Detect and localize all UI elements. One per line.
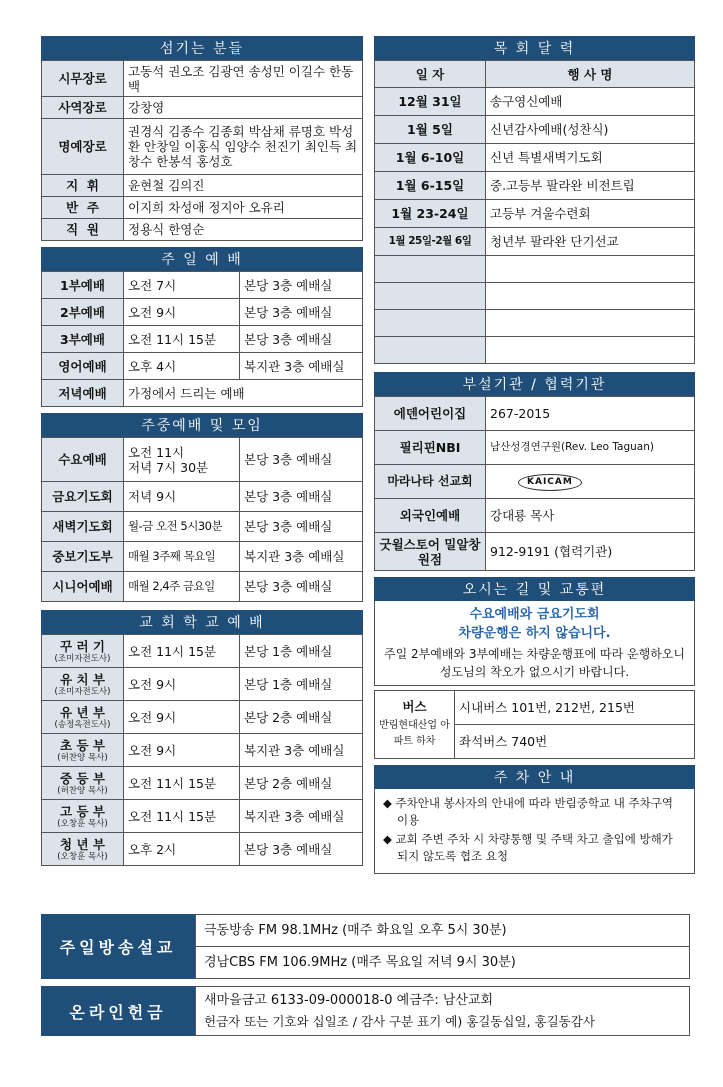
school-header: 교 회 학 교 예 배 xyxy=(41,610,363,634)
servers-value: 권경식 김종수 김종회 박삼채 류명호 박성환 안창일 이홍식 임양수 천진기 최인득 최창수 한봉석 홍성호 xyxy=(124,119,363,175)
left-column xyxy=(41,36,363,866)
servers-table xyxy=(41,60,363,241)
broadcast-values xyxy=(195,914,690,979)
worship-time: 오후 4시 xyxy=(124,353,240,380)
school-time: 오전 9시 xyxy=(124,734,240,767)
calendar-event: 고등부 겨울수련회 xyxy=(486,200,695,228)
school-label xyxy=(42,668,124,701)
parking-text: 교회 주변 주차 시 차량통행 및 주택 차고 출입에 방해가 되지 않도록 협조 요청 xyxy=(395,832,673,863)
parking-text: 주차안내 봉사자의 안내에 따라 반림중학교 내 주차구역 이용 xyxy=(395,796,673,827)
calendar-event xyxy=(486,337,695,364)
calendar-event xyxy=(486,283,695,310)
worship-label: 저녁예배 xyxy=(42,380,124,407)
school-place: 본당 1층 예배실 xyxy=(240,635,363,668)
school-dept: 초 등 부 xyxy=(60,737,105,753)
calendar-table xyxy=(374,60,695,364)
school-label xyxy=(42,767,124,800)
affiliate-label: 에덴어린이집 xyxy=(375,397,486,431)
offering-bar xyxy=(41,986,690,1036)
servers-header: 섬기는 분들 xyxy=(41,36,363,60)
school-dept: 유 치 부 xyxy=(60,671,105,687)
affiliate-value: 강대룡 목사 xyxy=(486,499,695,533)
weekday-label: 중보기도부 xyxy=(42,542,124,572)
affiliates-header: 부설기관 / 협력기관 xyxy=(374,372,695,396)
bus-label: 버스 xyxy=(402,699,427,714)
weekday-label: 새벽기도회 xyxy=(42,512,124,542)
calendar-date: 12월 31일 xyxy=(375,88,486,116)
calendar-event: 중.고등부 팔라완 비전트립 xyxy=(486,172,695,200)
worship-place: 복지관 3층 예배실 xyxy=(240,353,363,380)
calendar-date xyxy=(375,337,486,364)
worship-time: 가정에서 드리는 예배 xyxy=(124,380,363,407)
calendar-event: 청년부 팔라완 단기선교 xyxy=(486,228,695,256)
offering-label: 온라인헌금 xyxy=(41,986,195,1036)
affiliates-table xyxy=(374,396,695,571)
bus-label-cell xyxy=(375,691,455,759)
servers-value: 고동석 권오조 김광연 송성민 이길수 한동백 xyxy=(124,61,363,97)
calendar-event xyxy=(486,256,695,283)
calendar-event: 송구영신예배 xyxy=(486,88,695,116)
directions-header: 오시는 길 및 교통편 xyxy=(374,577,695,601)
offering-values xyxy=(195,986,690,1036)
broadcast-bar xyxy=(41,914,690,979)
school-time: 오전 11시 15분 xyxy=(124,767,240,800)
directions-notice xyxy=(374,601,695,686)
bus-line: 시내버스 101번, 212번, 215번 xyxy=(455,691,695,725)
weekday-place: 복지관 3층 예배실 xyxy=(240,542,363,572)
weekday-label: 금요기도회 xyxy=(42,482,124,512)
school-label xyxy=(42,734,124,767)
school-dept: 꾸 러 기 xyxy=(60,638,105,654)
worship-time: 오전 7시 xyxy=(124,272,240,299)
weekday-table xyxy=(41,437,363,602)
right-column xyxy=(374,36,695,874)
servers-label: 직 원 xyxy=(42,219,124,241)
calendar-date: 1월 5일 xyxy=(375,116,486,144)
worship-time: 오전 9시 xyxy=(124,299,240,326)
worship-place: 본당 3층 예배실 xyxy=(240,326,363,353)
worship-place: 본당 3층 예배실 xyxy=(240,299,363,326)
calendar-col-event: 행 사 명 xyxy=(486,61,695,88)
calendar-date: 1월 25일-2월 6일 xyxy=(375,228,486,256)
parking-item xyxy=(383,831,686,865)
affiliate-value xyxy=(486,465,695,499)
bus-line: 좌석버스 740번 xyxy=(455,725,695,759)
affiliate-value: 912-9191 (협력기관) xyxy=(486,533,695,571)
school-time: 오전 9시 xyxy=(124,668,240,701)
servers-value: 이지희 차성애 정지아 오유리 xyxy=(124,197,363,219)
calendar-date: 1월 23-24일 xyxy=(375,200,486,228)
calendar-col-date: 일 자 xyxy=(375,61,486,88)
calendar-event xyxy=(486,310,695,337)
school-label xyxy=(42,800,124,833)
school-label xyxy=(42,833,124,866)
diamond-icon: ◆ xyxy=(383,796,396,810)
calendar-date: 1월 6-10일 xyxy=(375,144,486,172)
school-table xyxy=(41,634,363,866)
broadcast-line: 경남CBS FM 106.9MHz (매주 목요일 저녁 9시 30분) xyxy=(204,955,516,970)
affiliate-label: 마라나타 선교회 xyxy=(375,465,486,499)
school-place: 본당 2층 예배실 xyxy=(240,701,363,734)
school-leader: (허찬양 목사) xyxy=(57,752,108,763)
school-leader: (조미자전도사) xyxy=(54,653,111,664)
servers-value: 강창영 xyxy=(124,97,363,119)
parking-list xyxy=(374,789,695,874)
school-place: 복지관 3층 예배실 xyxy=(240,800,363,833)
broadcast-line: 극동방송 FM 98.1MHz (매주 화요일 오후 5시 30분) xyxy=(196,915,689,947)
offering-line: 헌금자 또는 기호와 십일조 / 감사 구분 표기 예) 홍길동십일, 홍길동감사 xyxy=(204,1014,595,1029)
weekday-place: 본당 3층 예배실 xyxy=(240,438,363,482)
school-leader: (송정옥전도사) xyxy=(54,719,111,730)
school-label xyxy=(42,635,124,668)
worship-place: 본당 3층 예배실 xyxy=(240,272,363,299)
school-place: 본당 1층 예배실 xyxy=(240,668,363,701)
weekday-time: 매월 3주째 목요일 xyxy=(124,542,240,572)
weekday-place: 본당 3층 예배실 xyxy=(240,512,363,542)
weekday-header: 주중예배 및 모임 xyxy=(41,413,363,437)
school-dept: 고 등 부 xyxy=(60,803,105,819)
servers-label: 지 휘 xyxy=(42,175,124,197)
school-leader: (오창훈 목사) xyxy=(57,818,108,829)
school-place: 본당 3층 예배실 xyxy=(240,833,363,866)
servers-label: 반 주 xyxy=(42,197,124,219)
school-leader: (오창훈 목사) xyxy=(57,851,108,862)
school-leader: (허찬양 목사) xyxy=(57,785,108,796)
school-place: 복지관 3층 예배실 xyxy=(240,734,363,767)
weekday-time xyxy=(124,438,240,482)
weekday-label: 시니어예배 xyxy=(42,572,124,602)
weekday-label: 수요예배 xyxy=(42,438,124,482)
servers-value: 정용식 한영순 xyxy=(124,219,363,241)
school-leader: (조미자전도사) xyxy=(54,686,111,697)
school-label xyxy=(42,701,124,734)
school-time: 오전 11시 15분 xyxy=(124,635,240,668)
weekday-time: 월-금 오전 5시30분 xyxy=(124,512,240,542)
parking-item xyxy=(383,795,686,829)
weekday-time: 매월 2,4주 금요일 xyxy=(124,572,240,602)
weekday-time-line: 저녁 7시 30분 xyxy=(128,459,209,475)
offering-line: 새마을금고 6133-09-000018-0 예금주: 남산교회 xyxy=(204,993,494,1008)
servers-label: 시무장로 xyxy=(42,61,124,97)
school-time: 오후 2시 xyxy=(124,833,240,866)
weekday-place: 본당 3층 예배실 xyxy=(240,572,363,602)
school-place: 본당 2층 예배실 xyxy=(240,767,363,800)
weekday-place: 본당 3층 예배실 xyxy=(240,482,363,512)
bus-table xyxy=(374,690,695,759)
affiliate-label: 필리핀NBI xyxy=(375,431,486,465)
affiliate-label: 외국인예배 xyxy=(375,499,486,533)
calendar-date xyxy=(375,283,486,310)
servers-label: 사역장로 xyxy=(42,97,124,119)
worship-label: 1부예배 xyxy=(42,272,124,299)
calendar-event: 신년 특별새벽기도회 xyxy=(486,144,695,172)
servers-label: 명예장로 xyxy=(42,119,124,175)
parking-header: 주 차 안 내 xyxy=(374,765,695,789)
school-dept: 중 등 부 xyxy=(60,770,105,786)
calendar-event: 신년감사예배(성찬식) xyxy=(486,116,695,144)
notice-text: 주일 2부예배와 3부예배는 차량운행표에 따라 운행하오니 성도님의 착오가 없으시기 바랍니다. xyxy=(384,647,685,679)
worship-label: 영어예배 xyxy=(42,353,124,380)
school-dept: 청 년 부 xyxy=(60,836,105,852)
weekday-time-line: 오전 11시 xyxy=(128,444,185,460)
diamond-icon: ◆ xyxy=(383,832,396,846)
school-time: 오전 11시 15분 xyxy=(124,800,240,833)
kaicam-logo: KAICAM xyxy=(518,474,582,491)
broadcast-label: 주일방송설교 xyxy=(41,914,195,979)
sunday-worship-header: 주 일 예 배 xyxy=(41,247,363,271)
weekday-time: 저녁 9시 xyxy=(124,482,240,512)
affiliate-value: 267-2015 xyxy=(486,397,695,431)
school-time: 오전 9시 xyxy=(124,701,240,734)
worship-label: 2부예배 xyxy=(42,299,124,326)
affiliate-label: 굿윌스토어 밀알창원점 xyxy=(375,533,486,571)
calendar-date xyxy=(375,310,486,337)
notice-line: 수요예배와 금요기도회 xyxy=(469,607,600,622)
worship-time: 오전 11시 15분 xyxy=(124,326,240,353)
school-dept: 유 년 부 xyxy=(60,704,105,720)
calendar-header: 목 회 달 력 xyxy=(374,36,695,60)
servers-value: 윤현철 김의진 xyxy=(124,175,363,197)
calendar-date: 1월 6-15일 xyxy=(375,172,486,200)
notice-line: 차량운행은 하지 않습니다. xyxy=(458,626,611,641)
calendar-date xyxy=(375,256,486,283)
bus-stop: 반림현대산업 아파트 하차 xyxy=(379,720,450,747)
affiliate-value: 남산성경연구원(Rev. Leo Taguan) xyxy=(486,431,695,465)
sunday-worship-table xyxy=(41,271,363,407)
worship-label: 3부예배 xyxy=(42,326,124,353)
